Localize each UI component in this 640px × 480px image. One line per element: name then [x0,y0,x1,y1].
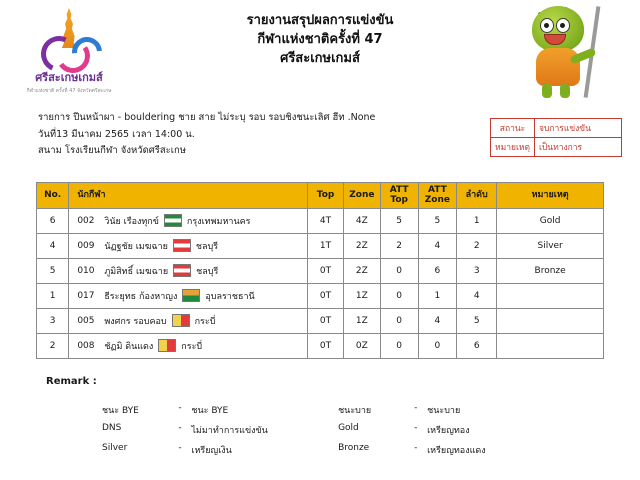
cell-top: 0T [308,258,344,283]
cell-remark: Silver [497,233,604,258]
cell-rank: 4 [457,283,497,308]
col-rank: ลำดับ [457,183,497,209]
cell-remark [497,308,604,333]
official-value: เป็นทางการ [535,138,622,157]
cell-zone: 1Z [344,283,381,308]
col-att-top-l2: Top [390,195,408,206]
cell-att-zone: 4 [418,233,456,258]
cell-remark [497,333,604,358]
cell-zone: 4Z [344,208,381,233]
province-flag-icon [173,239,191,252]
athlete-name: นัฏฐชัย เมฆฉาย [104,241,168,252]
cell-no: 6 [37,208,69,233]
cell-top: 0T [308,333,344,358]
athlete-bib: 008 [77,340,95,351]
col-att-zone [418,183,456,209]
status-box [490,118,622,157]
col-att-zone-l1: ATT [428,185,447,195]
cell-athlete [69,283,308,308]
table-row [37,283,604,308]
athlete-province: ชลบุรี [195,241,219,252]
legend-key: ชนะ BYE [102,406,139,416]
title-line-3: ศรีสะเกษเกมส์ [280,50,360,66]
athlete-bib: 010 [77,265,95,276]
table-row [37,333,604,358]
cell-top: 1T [308,233,344,258]
cell-top: 4T [308,208,344,233]
cell-no: 5 [37,258,69,283]
col-att-top-l1: ATT [389,185,409,195]
cell-att-zone: 0 [418,333,456,358]
athlete-bib: 002 [77,215,95,226]
results-header-row [37,183,604,209]
games-logo-subname: กีฬาแห่งชาติ ครั้งที่ 47 จังหวัดศรีสะเกษ [26,88,112,94]
official-label: หมายเหตุ [491,138,535,157]
athlete-bib: 005 [77,315,95,326]
cell-rank: 5 [457,308,497,333]
cell-rank: 2 [457,233,497,258]
event-venue-line: สนาม โรงเรียนกีฬา จังหวัดศรีสะเกษ [38,145,187,157]
col-zone: Zone [344,183,381,209]
legend-dash-2: - [414,443,418,453]
title-line-2: กีฬาแห่งชาติครั้งที่ 47 [257,31,383,47]
legend-key-2: Gold [338,423,359,433]
cell-top: 0T [308,283,344,308]
cell-att-top: 0 [380,258,418,283]
cell-zone: 2Z [344,258,381,283]
official-row [491,138,622,157]
remark-legend [100,400,570,460]
cell-rank: 3 [457,258,497,283]
event-datetime-line: วันที่13 มีนาคม 2565 เวลา 14:00 น. [38,128,195,140]
athlete-province: กระบี่ [181,341,203,352]
athlete-name: ภูมิสิทธิ์ เมฆฉาย [104,266,169,277]
province-flag-icon [158,339,176,352]
athlete-bib: 009 [77,240,95,251]
cell-remark: Gold [497,208,604,233]
cell-zone: 2Z [344,233,381,258]
col-remark: หมายเหตุ [497,183,604,209]
athlete-province: กรุงเทพมหานคร [186,216,251,227]
cell-att-top: 5 [380,208,418,233]
cell-att-zone: 4 [418,308,456,333]
col-athlete: นักกีฬา [69,183,308,209]
col-top: Top [308,183,344,209]
event-name-line: รายการ ปีนหน้าผา - bouldering ชาย สาย ไม่ระบุ รอบ รอบชิงชนะเลิศ ฮีท .None [38,112,376,123]
legend-row [100,400,570,420]
cell-no: 3 [37,308,69,333]
games-logo-icon [37,8,101,66]
event-meta [38,110,375,160]
legend-value: ไม่มาทำการแข่งขัน [191,426,268,436]
athlete-name: ชัฏมิ ดินแดง [104,341,154,352]
status-row [491,119,622,138]
games-logo-name: ศรีสะเกษเกมส์ [35,71,103,84]
legend-value-2: ชนะบาย [427,406,461,416]
results-table [36,182,604,359]
athlete-province: อุบลราชธานี [205,291,255,302]
cell-no: 4 [37,233,69,258]
legend-value: เหรียญเงิน [191,446,232,456]
legend-key: DNS [102,423,122,433]
legend-dash: - [178,443,182,453]
results-body [37,208,604,358]
legend-key: Silver [102,443,128,453]
status-value: จบการแข่งขัน [535,119,622,138]
athlete-name: ธีระยุทธ ก้องหาญง [104,291,178,302]
cell-remark [497,283,604,308]
cell-att-zone: 1 [418,283,456,308]
remark-title: Remark : [46,376,97,387]
province-flag-icon [164,214,182,227]
cell-zone: 0Z [344,333,381,358]
legend-value-2: เหรียญทอง [427,426,470,436]
cell-att-zone: 5 [418,208,456,233]
athlete-bib: 017 [77,290,95,301]
athlete-name: วินัย เรืองทุกข์ [104,216,159,227]
cell-athlete [69,308,308,333]
title-line-1: รายงานสรุปผลการแข่งขัน [246,13,394,28]
swirl-icon [41,34,97,64]
cell-athlete [69,258,308,283]
cell-athlete [69,208,308,233]
cell-top: 0T [308,308,344,333]
status-label: สถานะ [491,119,535,138]
page-title [150,12,490,69]
cell-rank: 6 [457,333,497,358]
legend-dash: - [178,403,182,413]
legend-row [100,420,570,440]
province-flag-icon [172,314,190,327]
legend-value: ชนะ BYE [191,406,229,416]
legend-dash: - [178,423,182,433]
legend-dash-2: - [414,423,418,433]
table-row [37,258,604,283]
province-flag-icon [182,289,200,302]
col-att-zone-l2: Zone [424,195,451,206]
cell-att-top: 0 [380,333,418,358]
legend-value-2: เหรียญทองแดง [427,446,486,456]
cell-athlete [69,233,308,258]
cell-att-zone: 6 [418,258,456,283]
table-row [37,233,604,258]
legend-key-2: Bronze [338,443,370,453]
table-row [37,308,604,333]
games-logo [14,6,124,98]
province-flag-icon [173,264,191,277]
athlete-name: พงศกร รอบคอบ [104,316,167,327]
legend-dash-2: - [414,403,418,413]
legend-row [100,440,570,460]
cell-att-top: 2 [380,233,418,258]
page-header [0,0,640,100]
cell-att-top: 0 [380,283,418,308]
cell-remark: Bronze [497,258,604,283]
cell-athlete [69,333,308,358]
cell-zone: 1Z [344,308,381,333]
cell-no: 2 [37,333,69,358]
col-no: No. [37,183,69,209]
athlete-province: กระบี่ [194,316,216,327]
cell-att-top: 0 [380,308,418,333]
table-row [37,208,604,233]
col-att-top [380,183,418,209]
legend-key-2: ชนะบาย [338,406,372,416]
athlete-province: ชลบุรี [196,266,219,277]
cell-rank: 1 [457,208,497,233]
mascot-icon [512,2,622,100]
cell-no: 1 [37,283,69,308]
